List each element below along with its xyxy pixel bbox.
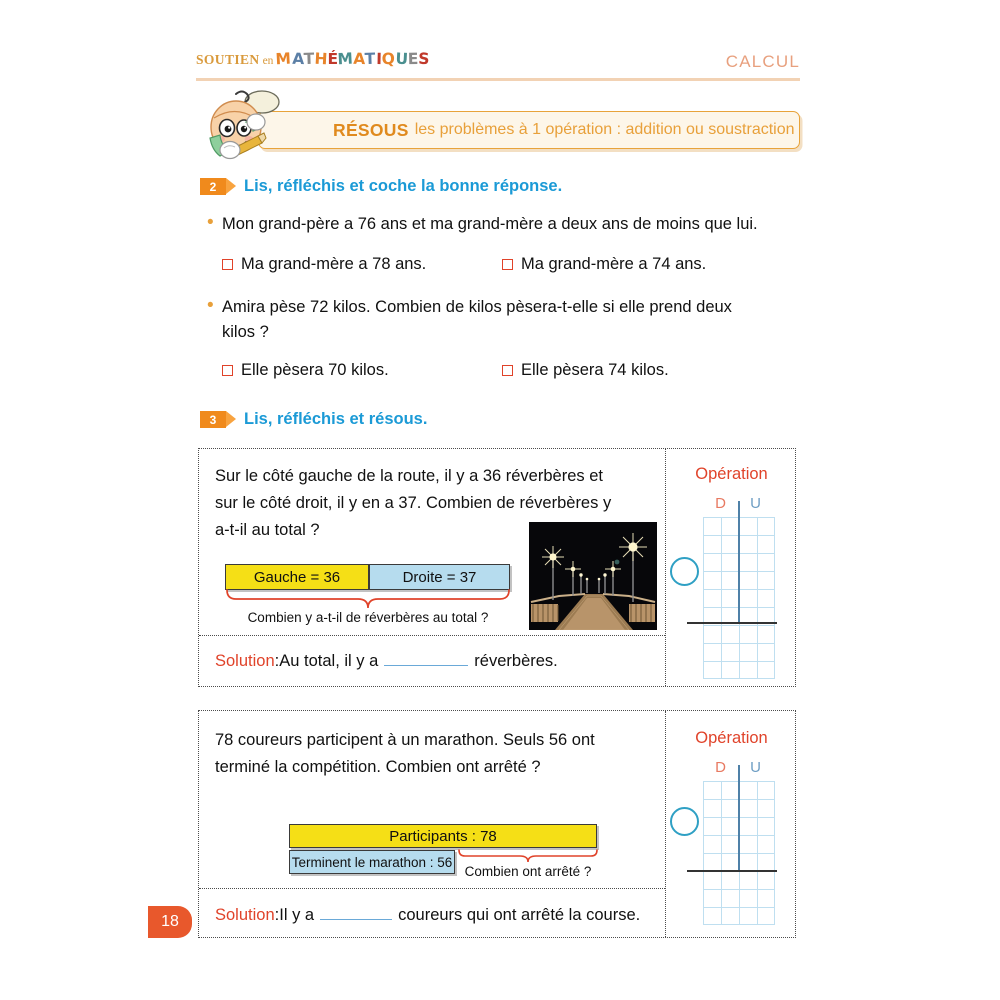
brand-letter: M — [337, 49, 354, 69]
banner-keyword: RÉSOUS — [333, 119, 409, 140]
column-header-units: U — [750, 759, 761, 776]
choice-label: Elle pèsera 70 kilos. — [241, 361, 389, 379]
exercise-3-title: Lis, réfléchis et résous. — [244, 410, 428, 428]
brand-letter: E — [407, 49, 419, 69]
problem-2-left-column — [199, 711, 666, 937]
exercise-3-number-badge: 3 — [200, 411, 226, 428]
question-2-line-2: kilos ? — [222, 323, 269, 341]
operation-title: Opération — [695, 465, 768, 483]
column-header-tens: D — [715, 759, 726, 776]
page-number-badge: 18 — [148, 906, 192, 938]
statement-line: 78 coureurs participent à un marathon. Seuls 56 ont — [215, 731, 595, 749]
operation-sign-placeholder[interactable] — [670, 557, 699, 586]
statement-line: sur le côté droit, il y en a 37. Combien de réverbères y — [215, 494, 612, 512]
problem-1-card — [198, 448, 796, 687]
operation-vertical-divider — [738, 765, 740, 871]
solution-text-before: Au total, il y a — [279, 652, 379, 670]
exercise-2-title: Lis, réfléchis et coche la bonne réponse. — [244, 177, 563, 195]
operation-result-line — [687, 870, 777, 872]
title-banner — [258, 111, 800, 149]
problem-1-bar-diagram — [225, 564, 510, 590]
solution-separator: : — [274, 906, 280, 924]
brand-letter: A — [291, 49, 305, 69]
problem-2-statement — [215, 727, 655, 781]
column-header-units: U — [750, 495, 761, 512]
question-2-line-1: • Amira pèse 72 kilos. Combien de kilos pèsera-t-elle si elle prend deux — [222, 298, 732, 316]
column-header-tens: D — [715, 495, 726, 512]
brand-letter: É — [327, 50, 339, 68]
problem-1-solution-line — [215, 649, 558, 671]
operation-sign-placeholder[interactable] — [670, 807, 699, 836]
problem-2-brace-label: Combien ont arrêté ? — [464, 864, 592, 879]
exercise-3-heading — [200, 410, 427, 429]
checkbox[interactable] — [502, 365, 513, 376]
choice-option[interactable] — [222, 255, 502, 274]
bar-segment-total: Participants : 78 — [289, 824, 597, 848]
brand-letter: M — [275, 49, 292, 69]
banner-description: les problèmes à 1 opération : addition ou soustraction — [414, 121, 795, 138]
choice-option[interactable] — [502, 361, 669, 380]
exercise-2-heading — [200, 177, 562, 196]
problem-1-operation-panel — [666, 449, 797, 688]
brand-letter: I — [376, 49, 383, 69]
problem-1-statement-area — [199, 449, 665, 636]
operation-result-line — [687, 622, 777, 624]
problem-1-left-column — [199, 449, 666, 686]
choice-label: Ma grand-mère a 78 ans. — [241, 255, 427, 273]
checkbox[interactable] — [222, 259, 233, 270]
brand-letter: H — [314, 49, 329, 69]
operation-vertical-divider — [738, 501, 740, 623]
operation-title: Opération — [695, 729, 768, 747]
brand-prefix: SOUTIEN — [196, 52, 260, 67]
brand-letter: U — [395, 49, 409, 69]
section-title: CALCUL — [725, 52, 800, 71]
brand-letter: Q — [381, 49, 396, 69]
exercise-2-number-badge: 2 — [200, 178, 226, 195]
statement-line: a-t-il au total ? — [215, 521, 320, 539]
question-2-text — [222, 295, 777, 345]
problem-2-statement-area — [199, 711, 665, 889]
checkbox[interactable] — [222, 365, 233, 376]
title-banner-area — [196, 88, 800, 160]
brand-letter: A — [353, 49, 367, 69]
solution-text-after: réverbères. — [474, 652, 558, 670]
brand-logo — [196, 50, 429, 69]
solution-label: Solution — [215, 652, 275, 670]
problem-2-brace-icon — [457, 848, 599, 864]
bar-segment-right: Droite = 37 — [369, 564, 510, 590]
choice-label: Elle pèsera 74 kilos. — [521, 361, 669, 379]
statement-line: terminé la compétition. Combien ont arrêté ? — [215, 758, 541, 776]
checkbox[interactable] — [502, 259, 513, 270]
mascot-character-icon — [196, 88, 292, 160]
brand-letter: T — [303, 49, 315, 69]
brand-letter: T — [364, 49, 377, 69]
solution-text-before: Il y a — [279, 906, 315, 924]
problem-2-card — [198, 710, 796, 938]
brand-connector: en — [262, 55, 274, 67]
solution-label: Solution — [215, 906, 275, 924]
street-lamps-night-photo — [529, 522, 657, 630]
choice-label: Ma grand-mère a 74 ans. — [521, 255, 707, 273]
problem-2-operation-panel — [666, 711, 797, 939]
brand-letter: S — [418, 49, 430, 69]
question-1-choices — [222, 255, 802, 274]
problem-1-brace-icon — [225, 588, 511, 610]
problem-1-brace-label: Combien y a-t-il de réverbères au total ? — [247, 610, 489, 625]
solution-text-after: coureurs qui ont arrêté la course. — [398, 906, 641, 924]
solution-separator: : — [274, 652, 280, 670]
problem-2-solution-line — [215, 903, 640, 925]
bar-segment-left: Gauche = 36 — [225, 564, 369, 590]
statement-line: Sur le côté gauche de la route, il y a 36 réverbères et — [215, 467, 603, 485]
choice-option[interactable] — [502, 255, 706, 274]
header-divider — [196, 78, 800, 81]
question-1-text: • Mon grand-père a 76 ans et ma grand-mère a deux ans de moins que lui. — [222, 212, 802, 237]
choice-option[interactable] — [222, 361, 502, 380]
bar-segment-finished: Terminent le marathon : 56 — [289, 850, 455, 874]
solution-answer-blank[interactable] — [320, 903, 392, 920]
solution-answer-blank[interactable] — [384, 649, 468, 666]
page-header — [196, 50, 800, 84]
question-2-choices — [222, 361, 802, 380]
